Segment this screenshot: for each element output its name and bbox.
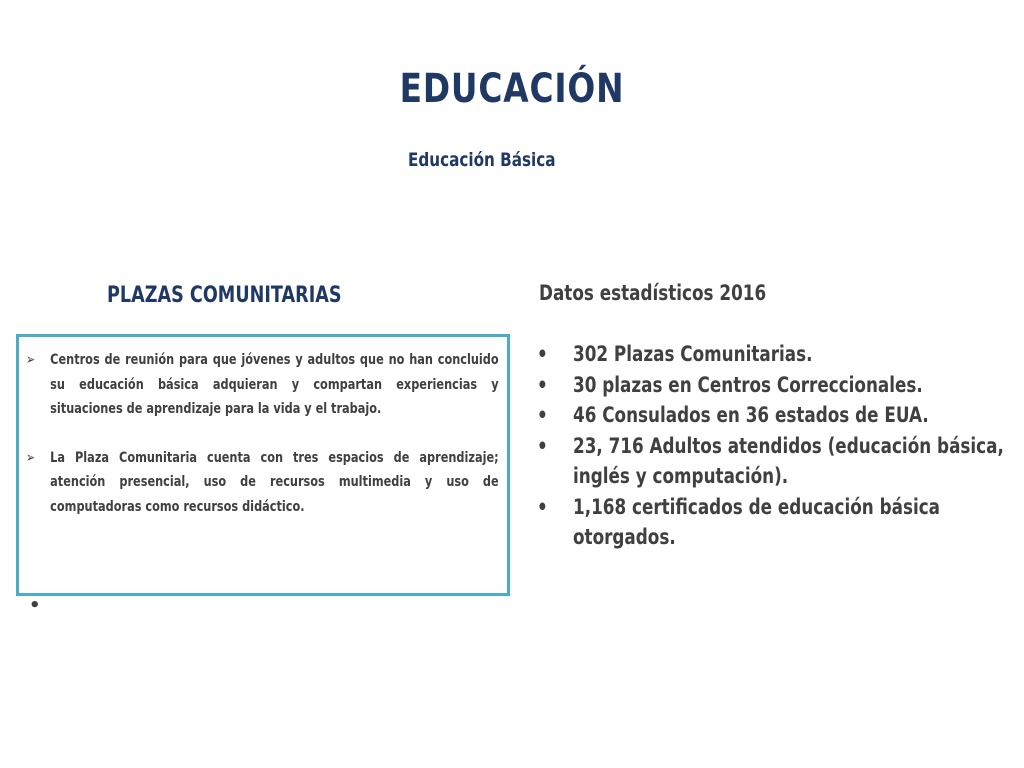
stats-item-text: 1,168 certificados de educación básica otorgados. bbox=[573, 494, 941, 549]
stats-list bbox=[537, 339, 1009, 553]
stats-item bbox=[537, 339, 1009, 370]
plazas-description bbox=[26, 348, 499, 543]
stats-item-text: 30 plazas en Centros Correccionales. bbox=[573, 372, 923, 397]
slide-subtitle: Educación Básica bbox=[408, 149, 556, 171]
stats-item bbox=[537, 370, 1009, 401]
plazas-heading: PLAZAS COMUNITARIAS bbox=[107, 283, 342, 308]
stats-item bbox=[537, 400, 1009, 431]
stats-item bbox=[537, 431, 1009, 492]
empty-bullet: • bbox=[29, 595, 41, 616]
bullet-dot-icon: • bbox=[537, 403, 548, 427]
arrow-bullet-icon: ➢ bbox=[26, 449, 36, 466]
bullet-dot-icon: • bbox=[537, 342, 548, 366]
slide-title: EDUCACIÓN bbox=[399, 66, 625, 112]
stats-item-text: 302 Plazas Comunitarias. bbox=[573, 342, 813, 366]
stats-item-text: 23, 716 Adultos atendidos (educación básica, inglés y computación). bbox=[573, 433, 1004, 488]
stats-item-text: 46 Consulados en 36 estados de EUA. bbox=[573, 403, 929, 427]
plazas-item-text: La Plaza Comunitaria cuenta con tres espacios de aprendizaje; atención presencial, uso de recursos multimedia y uso de computadoras como recursos didáctico. bbox=[50, 449, 499, 515]
arrow-bullet-icon: ➢ bbox=[26, 352, 36, 368]
bullet-dot-icon: • bbox=[537, 494, 548, 519]
bullet-dot-icon: • bbox=[537, 433, 548, 458]
plazas-item bbox=[26, 446, 499, 520]
stats-item bbox=[537, 492, 1009, 553]
bullet-dot-icon: • bbox=[537, 372, 548, 397]
plazas-item bbox=[26, 348, 499, 422]
stats-heading: Datos estadísticos 2016 bbox=[539, 281, 767, 305]
plazas-item-text: Centros de reunión para que jóvenes y adultos que no han concluido su educación básica adquieran y compartan experiencias y situaciones de aprendizaje para la vida y el trabajo. bbox=[50, 352, 499, 417]
